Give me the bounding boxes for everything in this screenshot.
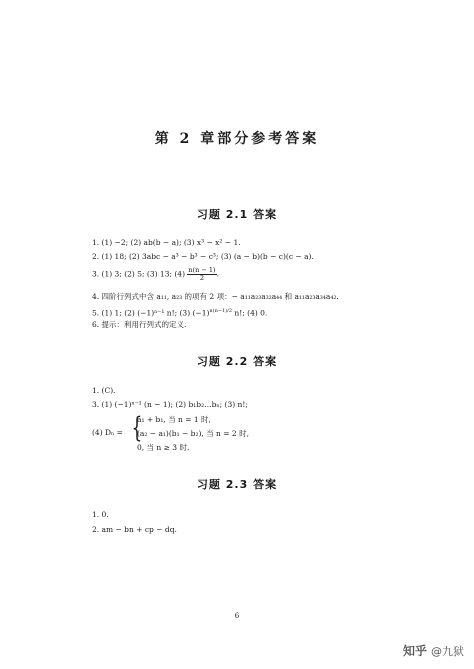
fraction-numerator: n(n − 1) [188, 266, 216, 274]
answer-2-2-1: 1. (C). [92, 386, 116, 395]
answer-2-1-3-end: . [216, 269, 219, 279]
answer-2-1-1: 1. (1) −2; (2) ab(b − a); (3) x³ − x² − 1. [92, 238, 241, 247]
answer-2-1-2: 2. (1) 18; (2) 3abc − a³ − b³ − c³; (3) (a − b)(b − c)(c − a). [92, 252, 314, 261]
answer-2-3-2: 2. am − bn + cp − dq. [92, 525, 177, 534]
answer-2-1-5-end: n!; (4) 0. [232, 308, 268, 318]
watermark [403, 642, 464, 659]
section-2-1-title: 习题 2.1 答案 [196, 208, 278, 221]
cases-brace: { [131, 411, 143, 444]
answer-2-1-5-exponent: n(n−1)/2 [209, 308, 232, 314]
fraction-denominator: 2 [199, 274, 205, 282]
answer-2-3-1: 1. 0. [92, 510, 109, 519]
fraction [187, 267, 216, 282]
chapter-title: 第 2 章部分参考答案 [154, 131, 320, 147]
case-1: a₁ + b₁, 当 n = 1 时, [137, 415, 211, 424]
answer-2-1-5 [92, 306, 267, 319]
answer-2-1-3 [92, 267, 219, 282]
answer-2-1-6: 6. 提示：利用行列式的定义. [92, 320, 187, 329]
watermark-handle: @九狱 [431, 644, 464, 658]
section-2-3-title: 习题 2.3 答案 [196, 478, 278, 491]
page-number: 6 [234, 612, 240, 620]
zhihu-logo: 知乎 [402, 644, 427, 658]
answer-2-2-4-prefix: (4) Dₙ = [92, 428, 123, 437]
answer-2-2-3: 3. (1) (−1)ⁿ⁻¹ (n − 1); (2) b₁b₂…bₙ; (3) n!; [92, 400, 248, 409]
answer-2-1-5-text: 5. (1) 1; (2) (−1)ⁿ⁻¹ n!; (3) (−1) [92, 308, 210, 318]
answer-2-1-3-text: 3. (1) 3; (2) 5; (3) 13; (4) [92, 269, 186, 279]
section-2-2-title: 习题 2.2 答案 [196, 355, 278, 368]
case-2: (a₂ − a₁)(b₁ − b₂), 当 n = 2 时, [137, 429, 249, 438]
case-3: 0, 当 n ≥ 3 时. [137, 443, 190, 452]
answer-2-1-4: 4. 四阶行列式中含 a₁₁, a₂₃ 的项有 2 项：− a₁₁a₂₃a₃₂a₄₄ 和 a₁₁a₂₃a₃₄a₄₂. [92, 292, 339, 301]
